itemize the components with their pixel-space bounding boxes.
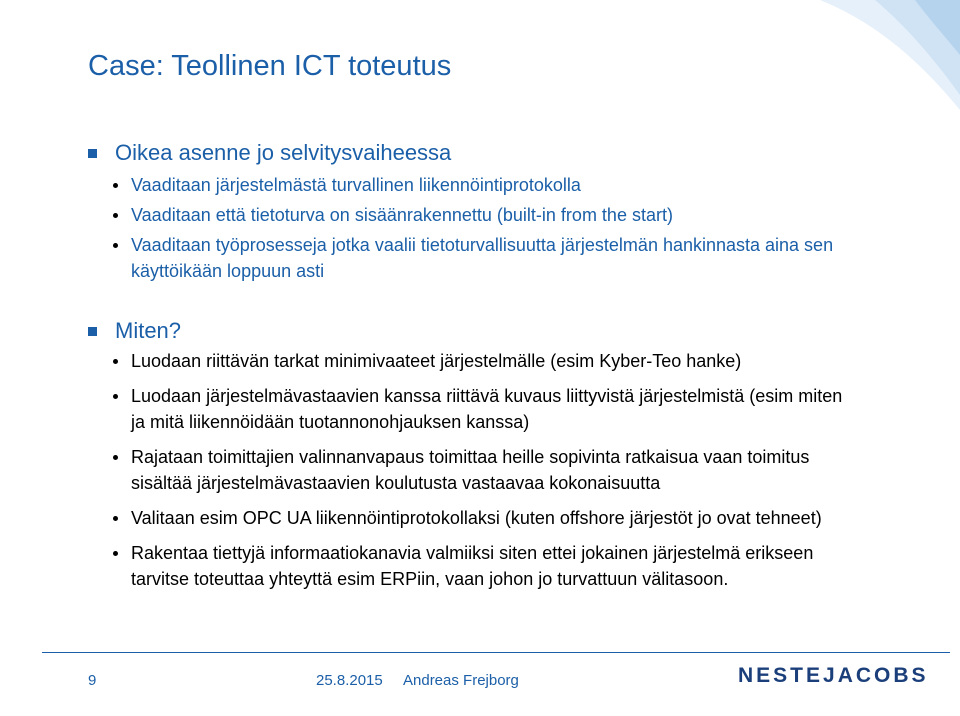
page-number: 9 [88, 672, 97, 689]
nestejacobs-logo: NESTEJACOBS [738, 664, 929, 687]
slide-footer [0, 652, 960, 716]
requirements-list [113, 172, 873, 284]
list-item: Valitaan esim OPC UA liikennöintiprotokollaksi (kuten offshore järjestöt jo ovat tehneet) [113, 505, 853, 531]
decorative-swoosh [700, 0, 960, 160]
section-heading-how [88, 318, 181, 344]
bullet-icon [113, 455, 118, 460]
bullet-icon [113, 551, 118, 556]
slide-title: Case: Teollinen ICT toteutus [88, 50, 452, 82]
footer-author: Andreas Frejborg [403, 672, 519, 689]
bullet-icon [113, 243, 118, 248]
list-item: Rakentaa tiettyjä informaatiokanavia valmiiksi siten ettei jokainen järjestelmä erikseen tarvitse toteuttaa yhteyttä esim ERPiin, vaan johon jo turvattuun välitasoon. [113, 540, 853, 592]
section-heading-text: Oikea asenne jo selvitysvaiheessa [115, 140, 452, 165]
list-item: Luodaan järjestelmävastaavien kanssa riittävä kuvaus liittyvistä järjestelmistä (esim miten ja mitä liikennöidään tuotannonohjauksen kanssa) [113, 383, 853, 435]
list-item: Vaaditaan että tietoturva on sisäänrakennettu (built-in from the start) [113, 202, 873, 228]
footer-date: 25.8.2015 [316, 672, 383, 689]
footer-divider [42, 652, 950, 653]
square-bullet-icon [88, 327, 97, 336]
section-heading-requirements [88, 140, 451, 166]
actions-list [113, 348, 853, 601]
bullet-icon [113, 359, 118, 364]
section-heading-text: Miten? [115, 318, 182, 343]
bullet-icon [113, 213, 118, 218]
bullet-icon [113, 183, 118, 188]
list-item: Vaaditaan työprosesseja jotka vaalii tietoturvallisuutta järjestelmän hankinnasta aina sen käyttöikään loppuun asti [113, 232, 873, 284]
bullet-icon [113, 516, 118, 521]
bullet-icon [113, 394, 118, 399]
list-item: Rajataan toimittajien valinnanvapaus toimittaa heille sopivinta ratkaisua vaan toimitus sisältää järjestelmävastaavien koulutusta vastaavaa kokonaisuutta [113, 444, 853, 496]
list-item: Luodaan riittävän tarkat minimivaateet järjestelmälle (esim Kyber-Teo hanke) [113, 348, 853, 374]
list-item: Vaaditaan järjestelmästä turvallinen liikennöintiprotokolla [113, 172, 873, 198]
square-bullet-icon [88, 149, 97, 158]
